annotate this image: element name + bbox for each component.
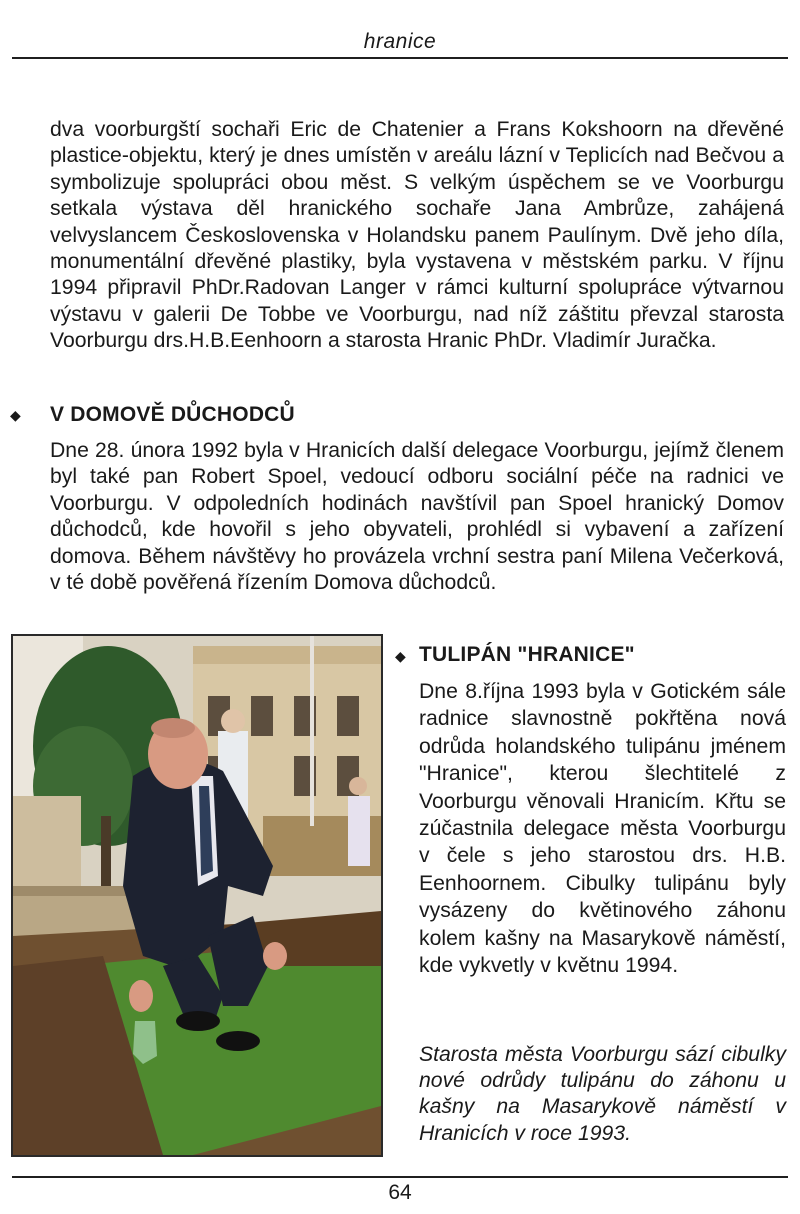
section-heading-tulipan: TULIPÁN "HRANICE" <box>419 643 635 666</box>
intro-paragraph: dva voorburgští sochaři Eric de Chatenier a Frans Kokshoorn na dřevěné plastice-objektu, který je dnes umístěn v areálu lázní v Teplicích nad Bečvou a symbolizuje spolupráci obou měst. S velkým úspěchem se ve Voorburgu setkala výstava děl hranického sochaře Jana Ambrůze, zahájená velvyslancem Československa v Holandsku panem Paulínym. Dvě jeho díla, monumentální dřevěné plastiky, byla vystavena v městském parku. V říjnu 1994 připravil PhDr.Radovan Langer v rámci kulturní spolupráce výtvarnou výstavu v galerii De Tobbe ve Voorburgu, nad níž záštitu převzal starosta Voorburgu drs.H.B.Eenhoorn a starosta Hranic PhDr. Vladimír Juračka. <box>50 118 784 353</box>
page-number: 64 <box>388 1181 412 1204</box>
photo-planting-tulips <box>11 634 383 1157</box>
footer-rule <box>12 1176 788 1178</box>
tulipan-paragraph: Dne 8.října 1993 byla v Gotickém sále radnice slavnostně pokřtěna nová odrůda holandského tulipánu jménem "Hranice", kterou šlechtitelé z Voorburgu věnovali Hranicím. Křtu se zúčastnila delegace města Voorburgu v čele s jeho starostou drs. H.B. Eenhoornem. Cibulky tulipánu byly vysázeny do květinového záhonu kolem kašny na Masarykově náměstí, kde vykvetly v květnu 1994. <box>419 680 786 978</box>
bullet-diamond-icon: ◆ <box>10 407 21 423</box>
section-heading-domov: V DOMOVĚ DŮCHODCŮ <box>50 403 295 426</box>
bullet-diamond-icon: ◆ <box>395 648 406 664</box>
header-rule <box>12 57 788 59</box>
domov-paragraph: Dne 28. února 1992 byla v Hranicích další delegace Voorburgu, jejímž členem byl také pan Robert Spoel, vedoucí odboru sociální péče na radnici ve Voorburgu. V odpoledních hodinách navštívil pan Spoel hranický Domov důchodců, kde hovořil s jeho obyvateli, prohlédl si vybavení a zařízení domova. Během návštěvy ho provázela vrchní sestra paní Milena Večerková, v té době pověřená řízením Domova důchodců. <box>50 439 784 595</box>
running-title: hranice <box>363 30 437 53</box>
photo-caption: Starosta města Voorburgu sází cibulky nové odrůdy tulipánu do záhonu u kašny na Masarykově náměstí v Hranicích v roce 1993. <box>419 1043 786 1145</box>
